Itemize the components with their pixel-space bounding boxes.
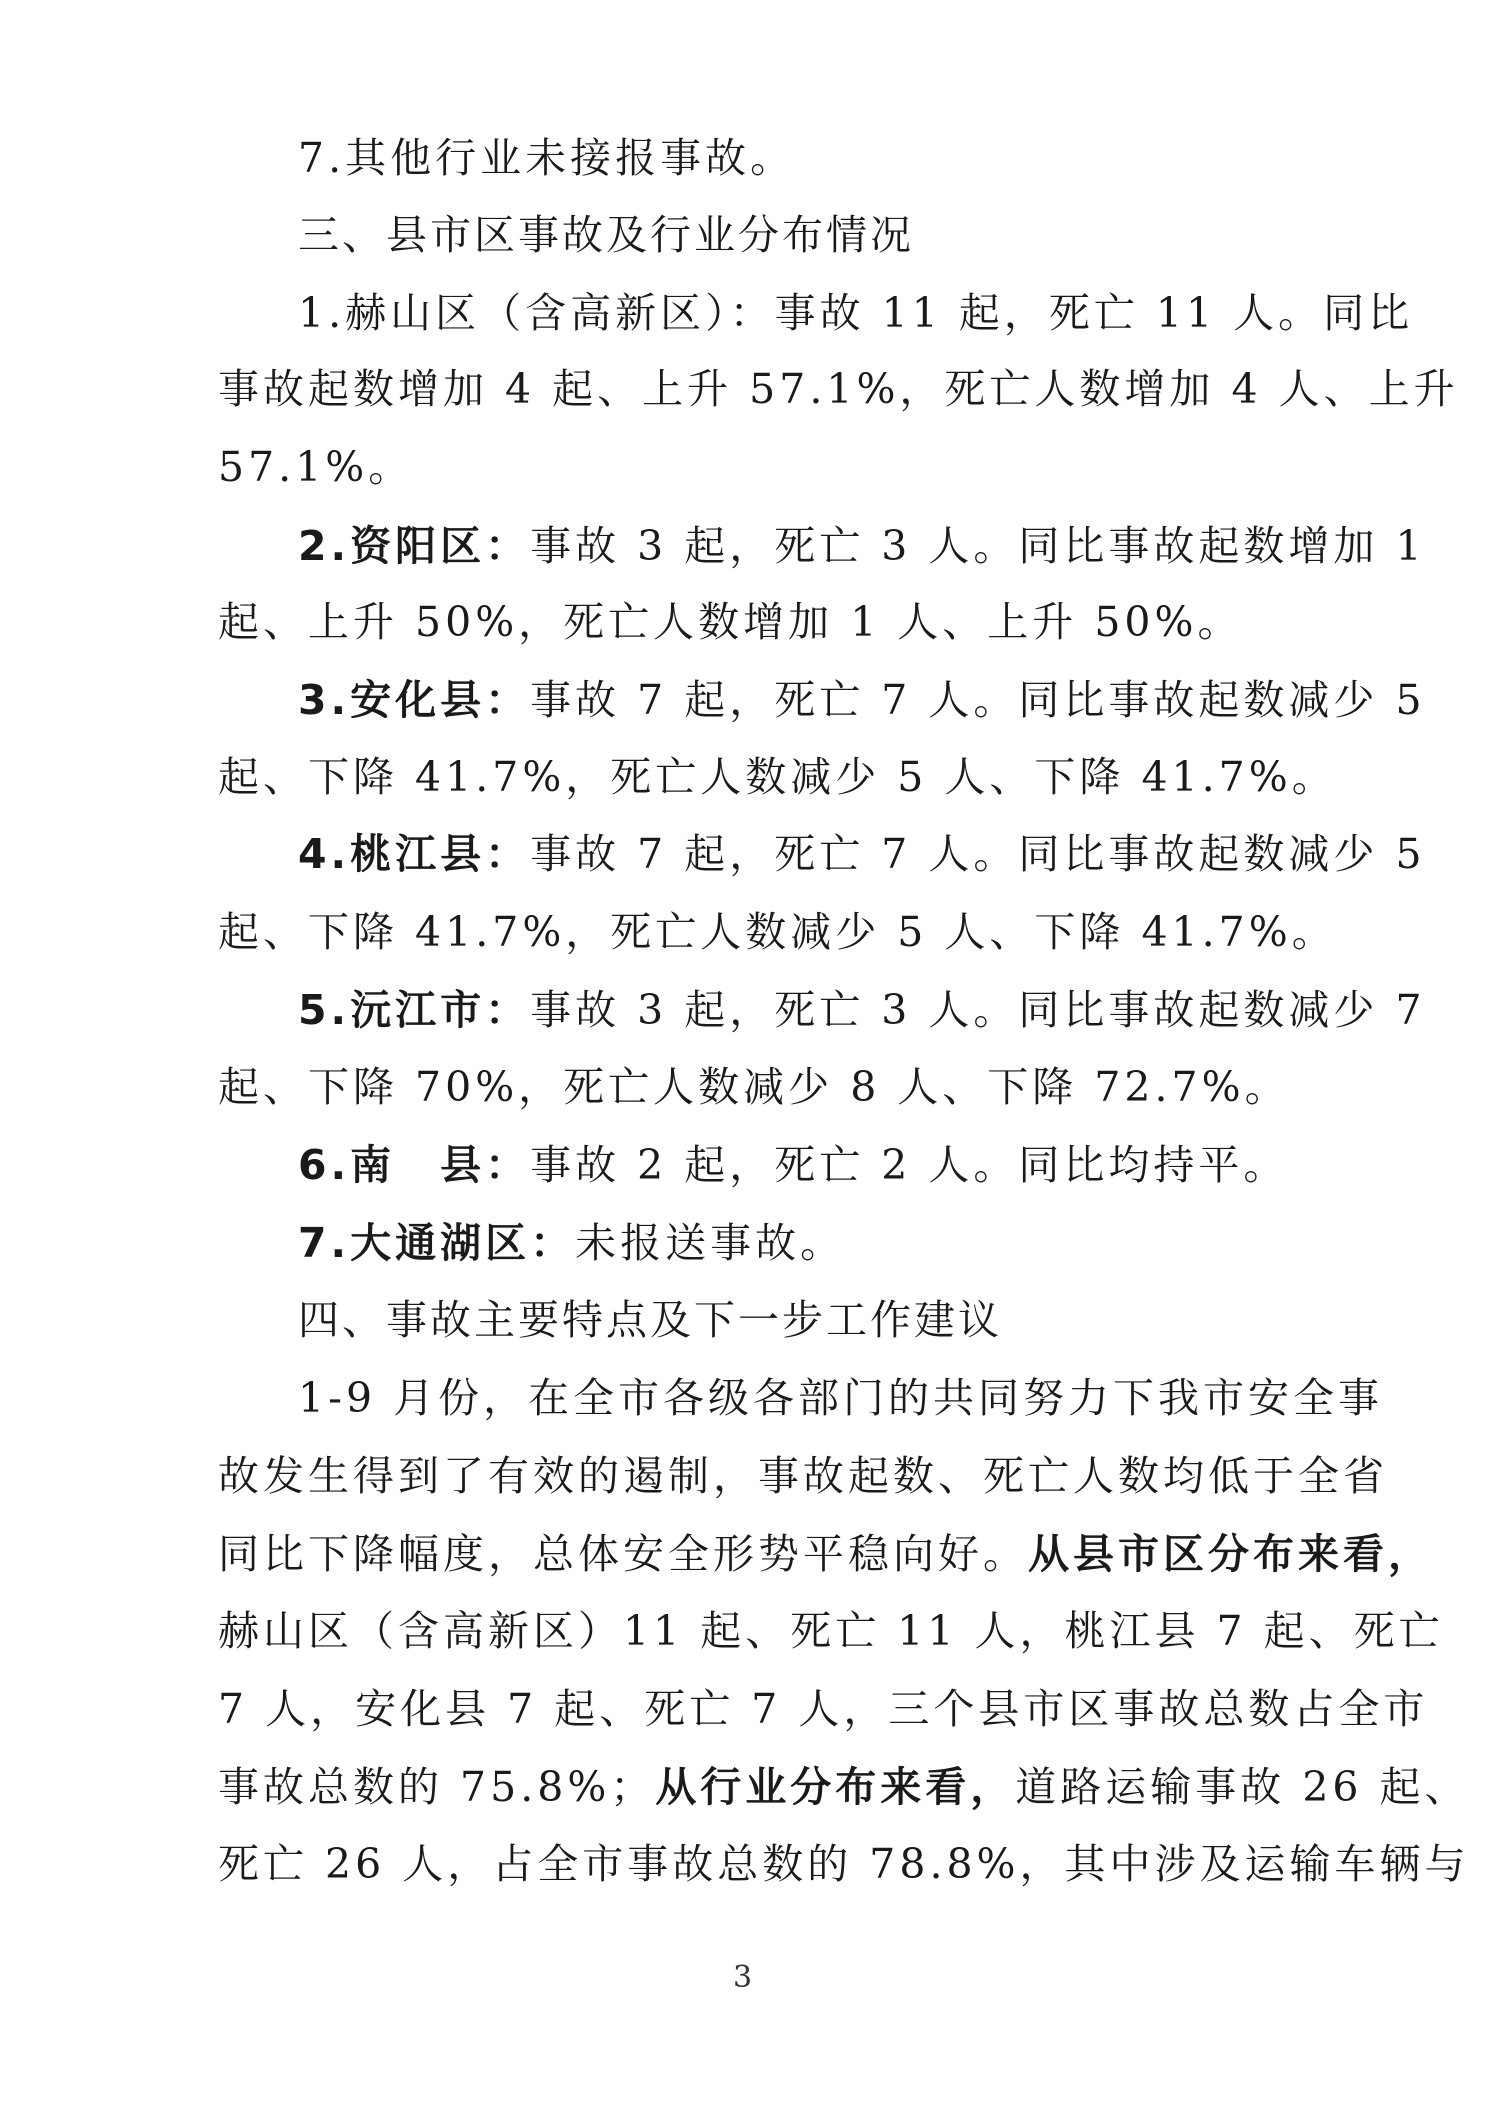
paragraph-text: 道路运输事故 26 起、 xyxy=(1015,1763,1470,1811)
paragraph-text: 起、上升 50%，死亡人数增加 1 人、上升 50%。 xyxy=(218,598,1243,646)
paragraph-text: 起、下降 70%，死亡人数减少 8 人、下降 72.7%。 xyxy=(218,1063,1290,1111)
heshan-line-3 xyxy=(218,437,1258,497)
paragraph-text: 事故起数增加 4 起、上升 57.1%，死亡人数增加 4 人、上升 xyxy=(218,365,1459,413)
emphasis-text: 从县市区分布来看， xyxy=(1028,1530,1433,1578)
district-label: 6.南 县： xyxy=(298,1141,531,1189)
ziyang-line-1 xyxy=(298,516,1426,576)
paragraph-text: 事故 7 起，死亡 7 人。同比事故起数减少 5 xyxy=(530,676,1426,724)
paragraph-text: 死亡 26 人，占全市事故总数的 78.8%，其中涉及运输车辆与 xyxy=(218,1840,1470,1888)
district-label: 2.资阳区： xyxy=(298,522,531,570)
paragraph-text: 起、下降 41.7%，死亡人数减少 5 人、下降 41.7%。 xyxy=(218,908,1337,956)
summary-line-2 xyxy=(218,1446,1388,1506)
yuanjiang-line-2 xyxy=(218,1057,1290,1117)
heading-text: 四、事故主要特点及下一步工作建议 xyxy=(298,1296,1002,1344)
summary-line-5 xyxy=(218,1679,1429,1739)
paragraph-other-industries xyxy=(298,128,1258,188)
paragraph-text: 7 人，安化县 7 起、死亡 7 人，三个县市区事故总数占全市 xyxy=(218,1685,1429,1733)
taojiang-line-1 xyxy=(298,824,1426,884)
summary-line-3 xyxy=(218,1524,1433,1584)
summary-line-6 xyxy=(218,1757,1470,1817)
district-label: 3.安化县： xyxy=(298,676,531,724)
paragraph-text: 故发生得到了有效的遏制，事故起数、死亡人数均低于全省 xyxy=(218,1452,1388,1500)
anhua-line-2 xyxy=(218,747,1337,807)
summary-line-7 xyxy=(218,1834,1470,1894)
yuanjiang-line-1 xyxy=(298,980,1426,1040)
ziyang-line-2 xyxy=(218,592,1258,652)
paragraph-text: 57.1%。 xyxy=(218,443,414,491)
anhua-line-1 xyxy=(298,670,1426,730)
datonghu-line-1 xyxy=(298,1213,1258,1273)
paragraph-text: 事故 2 起，死亡 2 人。同比均持平。 xyxy=(530,1141,1289,1189)
nanxian-line-1 xyxy=(298,1135,1289,1195)
paragraph-text: 1-9 月份，在全市各级各部门的共同努力下我市安全事 xyxy=(298,1374,1384,1422)
paragraph-text: 未报送事故。 xyxy=(575,1219,846,1267)
paragraph-text: 赫山区（含高新区）11 起、死亡 11 人，桃江县 7 起、死亡 xyxy=(218,1607,1444,1655)
summary-line-1 xyxy=(298,1368,1384,1428)
page-number: 3 xyxy=(732,1960,753,1995)
heshan-line-1 xyxy=(298,283,1414,343)
heading-text: 三、县市区事故及行业分布情况 xyxy=(298,211,914,259)
paragraph-text: 事故总数的 75.8%； xyxy=(218,1763,656,1811)
paragraph-text: 事故 7 起，死亡 7 人。同比事故起数减少 5 xyxy=(530,830,1426,878)
district-label: 1.赫山区（含高新区）： xyxy=(298,289,775,337)
district-label: 5.沅江市： xyxy=(298,986,531,1034)
emphasis-text: 从行业分布来看， xyxy=(655,1763,1016,1811)
paragraph-text: 同比下降幅度，总体安全形势平稳向好。 xyxy=(218,1530,1028,1578)
heshan-line-2 xyxy=(218,359,1459,419)
section-4-heading xyxy=(298,1290,1258,1350)
paragraph-text: 事故 11 起，死亡 11 人。同比 xyxy=(774,289,1414,337)
summary-line-4 xyxy=(218,1601,1444,1661)
paragraph-text: 起、下降 41.7%，死亡人数减少 5 人、下降 41.7%。 xyxy=(218,753,1337,801)
paragraph-text: 7.其他行业未接报事故。 xyxy=(298,134,796,182)
district-label: 4.桃江县： xyxy=(298,830,531,878)
section-3-heading xyxy=(298,205,1258,265)
paragraph-text: 事故 3 起，死亡 3 人。同比事故起数增加 1 xyxy=(530,522,1426,570)
taojiang-line-2 xyxy=(218,902,1337,962)
district-label: 7.大通湖区： xyxy=(298,1219,576,1267)
paragraph-text: 事故 3 起，死亡 3 人。同比事故起数减少 7 xyxy=(530,986,1426,1034)
